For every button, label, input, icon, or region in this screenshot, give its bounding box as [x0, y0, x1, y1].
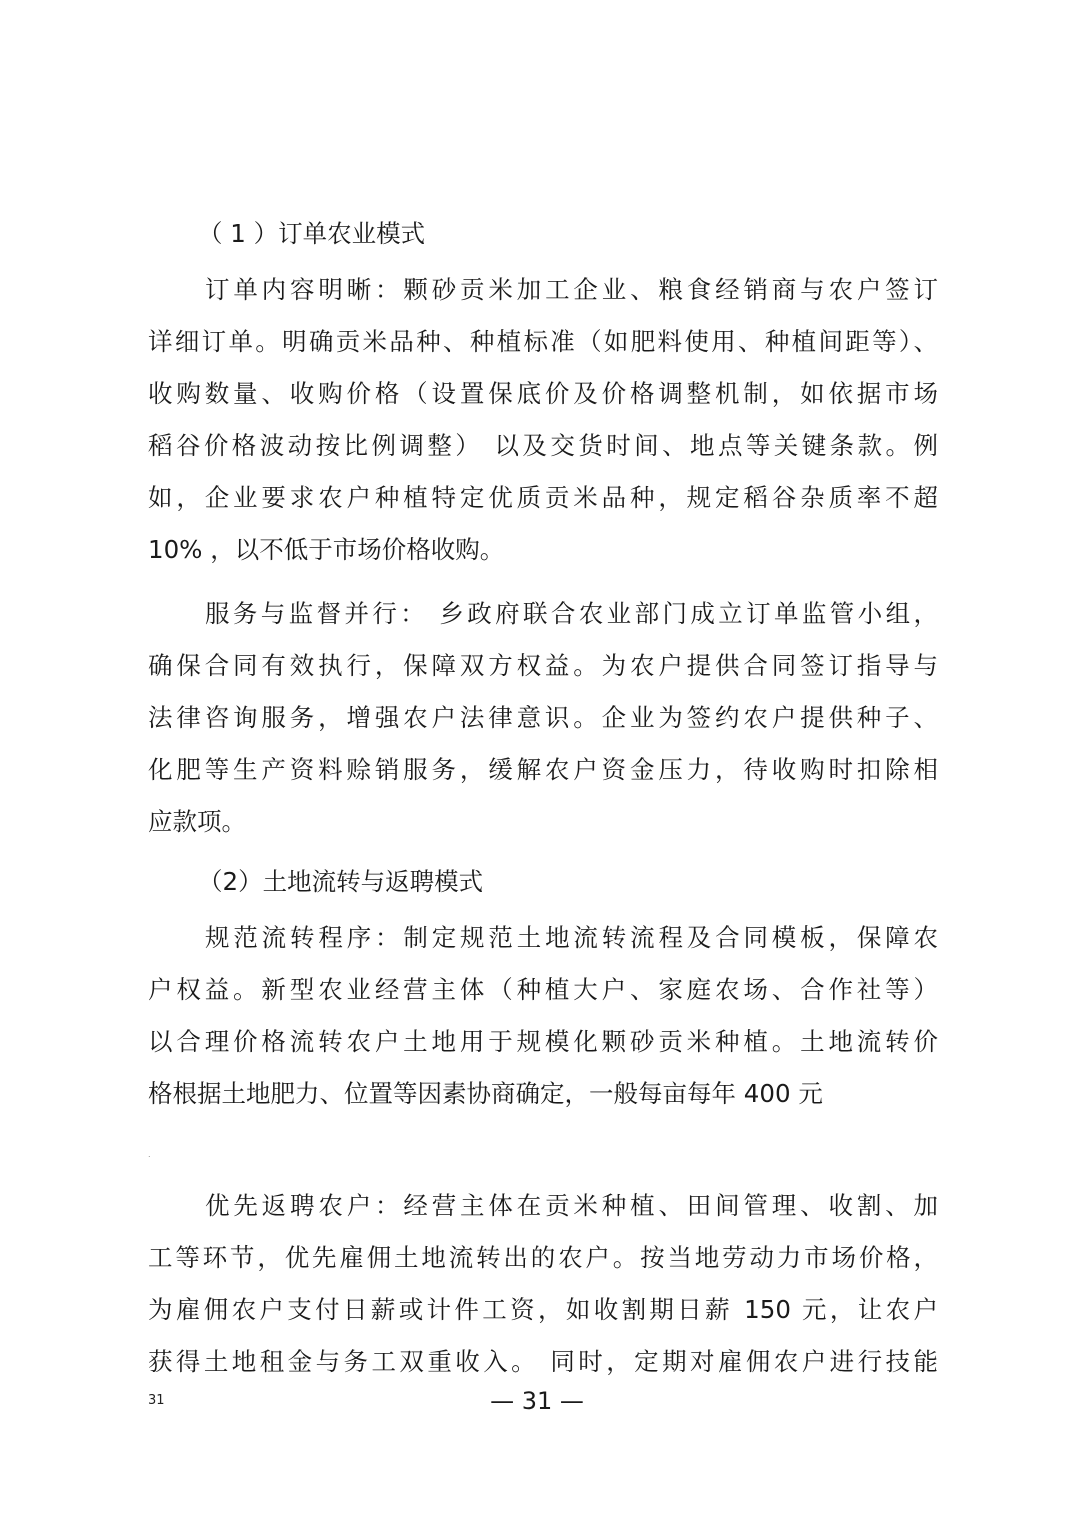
s2-p2-line-2: 工等环节，优先雇佣土地流转出的农户。按当地劳动力市场价格，	[148, 1243, 938, 1272]
s1-p1-line-2: 详细订单。明确贡米品种、种植标准（如肥料使用、种植间距等）、	[148, 327, 938, 356]
s1-p1-line-6: 10% ，以不低于市场价格收购。	[148, 535, 505, 564]
s2-p2-line-1: 优先返聘农户：经营主体在贡米种植、田间管理、收割、加	[205, 1191, 938, 1220]
s2-p2-line-3: 为雇佣农户支付日薪或计件工资，如收割期日薪 150 元，让农户	[148, 1295, 938, 1324]
s1-p2-line-3: 法律咨询服务，增强农户法律意识。企业为签约农户提供种子、	[148, 703, 938, 732]
s2-p1-line-3: 以合理价格流转农户土地用于规模化颗砂贡米种植。土地流转价	[148, 1027, 938, 1056]
s1-p2-line-5: 应款项。	[148, 807, 246, 836]
s2-p1-line-2: 户权益。新型农业经营主体（种植大户、家庭农场、合作社等）	[148, 975, 938, 1004]
s2-p1-line-1: 规范流转程序：制定规范土地流转流程及合同模板，保障农	[205, 923, 938, 952]
s2-p2-line-4: 获得土地租金与务工双重收入。 同时，定期对雇佣农户进行技能	[148, 1347, 938, 1376]
page-number: — 31 —	[490, 1387, 584, 1415]
stray-mark: .	[148, 1150, 151, 1159]
section-1-heading: （ 1 ）订单农业模式	[198, 219, 426, 248]
s1-p2-line-4: 化肥等生产资料赊销服务，缓解农户资金压力，待收购时扣除相	[148, 755, 938, 784]
s2-p1-line-4: 格根据土地肥力、位置等因素协商确定，一般每亩每年 400 元	[148, 1079, 823, 1108]
s1-p1-line-5: 如，企业要求农户种植特定优质贡米品种，规定稻谷杂质率不超	[148, 483, 938, 512]
s1-p2-line-2: 确保合同有效执行，保障双方权益。为农户提供合同签订指导与	[148, 651, 938, 680]
s1-p1-line-1: 订单内容明晰：颗砂贡米加工企业、粮食经销商与农户签订	[205, 275, 938, 304]
s1-p1-line-3: 收购数量、收购价格（设置保底价及价格调整机制，如依据市场	[148, 379, 938, 408]
footer-left-number: 31	[148, 1393, 165, 1408]
s1-p2-line-1: 服务与监督并行： 乡政府联合农业部门成立订单监管小组，	[205, 599, 938, 628]
s1-p1-line-4: 稻谷价格波动按比例调整） 以及交货时间、地点等关键条款。例	[148, 431, 938, 460]
section-2-heading: （2）土地流转与返聘模式	[198, 867, 484, 896]
